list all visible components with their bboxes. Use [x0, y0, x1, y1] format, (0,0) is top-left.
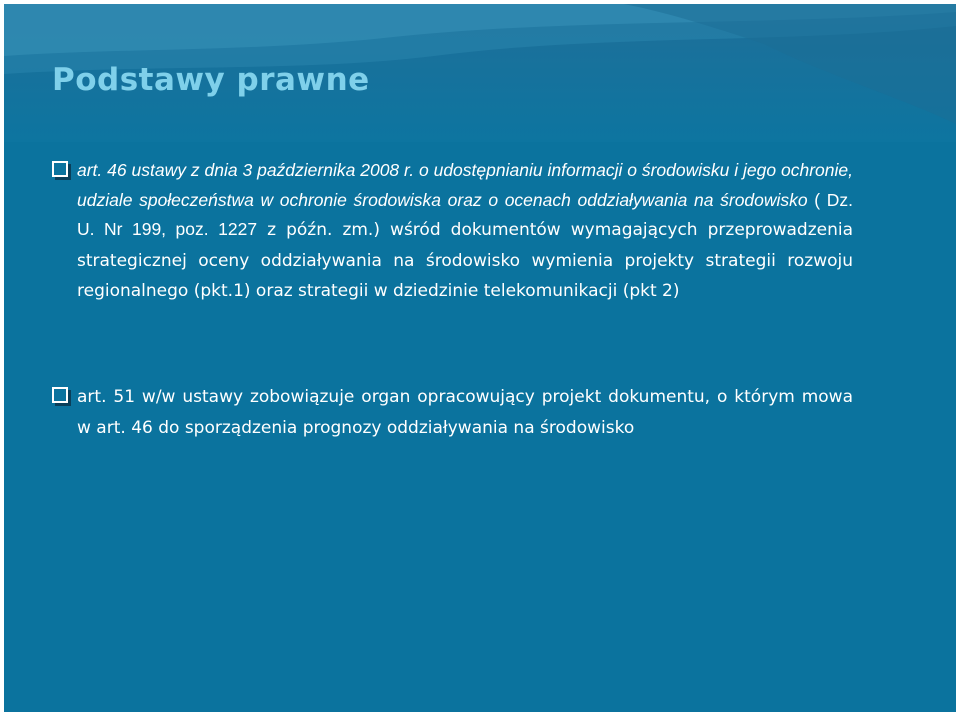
slide-title: Podstawy prawne — [52, 62, 370, 98]
bullet-1-reference: ( Dz. U. Nr 199, poz. 1227 — [77, 189, 853, 239]
bullet-1-amendments: z późn. zm.) — [257, 220, 380, 240]
checkbox-bullet-icon — [52, 161, 68, 177]
bullet-item-1 — [77, 156, 853, 307]
bullet-1-act-title: art. 46 ustawy z dnia 3 października 2008 r. o udostępnianiu informacji o środowisku i jego ochronie, udziale społeczeństwa w ochronie środowiska oraz o ocenach oddziaływania na środowisko — [77, 160, 853, 210]
slide — [4, 4, 956, 712]
bullet-item-2 — [77, 382, 853, 443]
bullet-2-text: art. 51 w/w ustawy zobowiązuje organ opracowujący projekt dokumentu, o którym mowa w art. 46 do sporządzenia prognozy oddziaływania na środowisko — [77, 387, 853, 438]
bullet-1-body: wśród dokumentów wymagających przeprowadzenia strategicznej oceny oddziaływania na środowisko wymienia projekty strategii rozwoju regionalnego (pkt.1) oraz strategii w dziedzinie telekomunikacji (pkt 2) — [77, 220, 854, 301]
checkbox-bullet-icon — [52, 387, 68, 403]
